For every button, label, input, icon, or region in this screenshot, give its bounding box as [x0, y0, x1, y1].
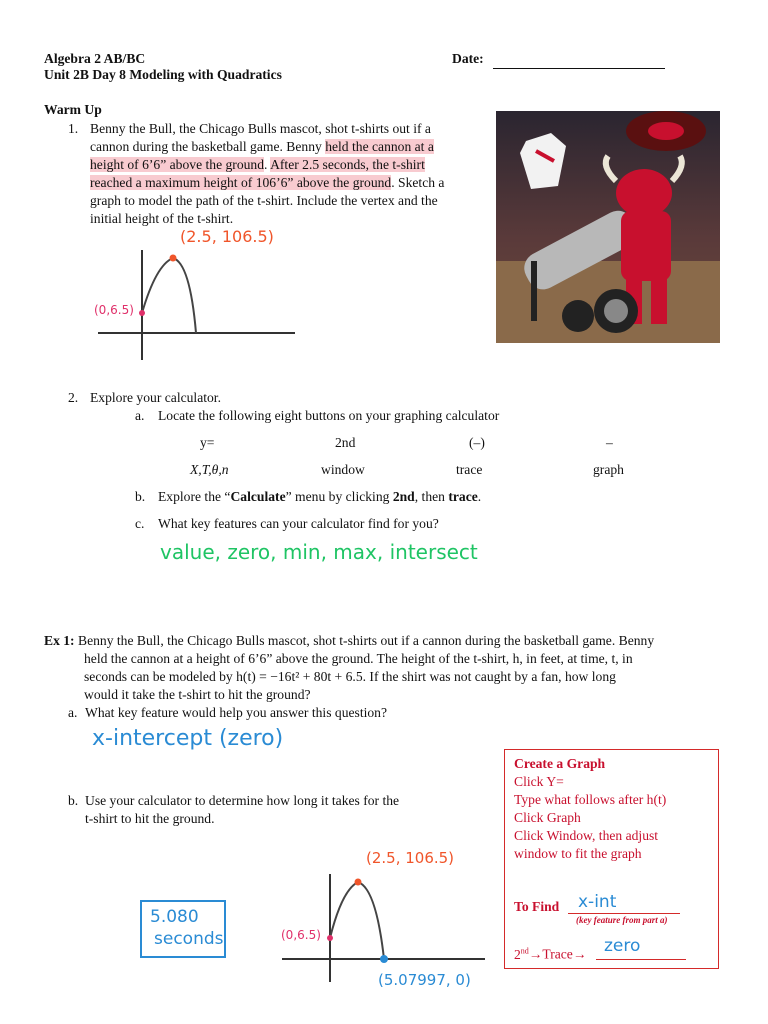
q2c-handwritten-answer: value, zero, min, max, intersect	[160, 540, 478, 564]
button-minus: –	[606, 435, 613, 450]
button-y-equals: y=	[200, 435, 215, 450]
q2c-label: c.	[135, 516, 145, 531]
to-find-note: (key feature from part a)	[576, 915, 668, 925]
q1-parabola	[142, 258, 196, 333]
ex1-text: Ex 1: Benny the Bull, the Chicago Bulls mascot, shot t-shirts out if a cannon during the basketball game. Benny held the cannon at a height of 6’6” above the ground. The height of the t-shirt, h, in feet, at time, t, in seconds can be modeled by h(t) = −16t² + 80t + 6.5. If the shirt was not caught by a fan, how long would it take the t-shirt to hit the ground?	[44, 633, 655, 702]
unit-title: Unit 2B Day 8 Modeling with Quadratics	[44, 67, 282, 82]
mascot-photo	[496, 111, 720, 343]
course-title: Algebra 2 AB/BC	[44, 51, 146, 66]
q1-initial-dot	[139, 310, 145, 316]
to-find-label: To Find	[514, 899, 560, 914]
ex1-initial-note: (0,6.5)	[281, 928, 321, 942]
date-blank	[493, 50, 665, 69]
button-trace: trace	[456, 462, 483, 477]
q2b-text: Explore the “Calculate” menu by clicking 2nd, then trace.	[158, 489, 482, 504]
button-negative: (–)	[469, 435, 485, 450]
ex1a-handwritten-answer: x-intercept (zero)	[92, 726, 284, 751]
trace-label: 2nd→Trace→	[514, 946, 587, 962]
warmup-heading: Warm Up	[44, 102, 102, 117]
step-adjust-window: window to fit the graph	[514, 846, 642, 861]
to-find-answer: x-int	[578, 892, 617, 912]
step-click-y: Click Y=	[514, 774, 564, 789]
q1-sketch-graph	[90, 225, 310, 365]
ex1b-text: Use your calculator to determine how long it takes for the t-shirt to hit the ground.	[85, 793, 400, 826]
ex1-vertex-dot	[355, 879, 362, 886]
ex1b-answer-box: 5.080 seconds	[140, 900, 226, 958]
ex1-zero-note: (5.07997, 0)	[378, 971, 471, 989]
q2a-label: a.	[135, 408, 145, 423]
q1-number: 1.	[68, 121, 79, 136]
create-graph-title: Create a Graph	[514, 756, 606, 771]
ex1-zero-dot	[380, 955, 388, 963]
create-graph-steps	[514, 755, 714, 863]
ex1-vertex-note: (2.5, 106.5)	[366, 849, 455, 867]
button-2nd: 2nd	[335, 435, 356, 450]
ex1-parabola	[330, 882, 384, 959]
q1-vertex-note: (2.5, 106.5)	[180, 227, 274, 246]
ex1a-text: What key feature would help you answer this question?	[85, 705, 387, 720]
step-click-graph: Click Graph	[514, 810, 581, 825]
q1-initial-note: (0,6.5)	[94, 303, 134, 317]
q1-vertex-dot	[170, 255, 177, 262]
button-window: window	[321, 462, 365, 477]
q2b-label: b.	[135, 489, 146, 504]
q2-number: 2.	[68, 390, 79, 405]
ex1-initial-dot	[327, 935, 333, 941]
button-xttn: X,T,θ,n	[190, 462, 229, 477]
trace-answer: zero	[604, 936, 641, 956]
button-graph: graph	[593, 462, 624, 477]
q1-text: Benny the Bull, the Chicago Bulls mascot, shot t-shirts out if a cannon during the basketball game. Benny held the cannon at a height of 6’6” above the ground. After 2.5 seconds, the t-shirt reached a maximum height of 106’6” above the ground. Sketch a graph to model the path of the t-shirt. Include the vertex and the initial height of the t-shirt.	[90, 121, 445, 226]
q2c-text: What key features can your calculator find for you?	[158, 516, 439, 531]
ex1b-label: b.	[68, 793, 79, 808]
date-label: Date:	[452, 50, 665, 69]
q2-text: Explore your calculator.	[90, 390, 221, 405]
ex1a-label: a.	[68, 705, 78, 720]
step-type-function: Type what follows after h(t)	[514, 792, 667, 807]
step-click-window: Click Window, then adjust	[514, 828, 659, 843]
q2a-text: Locate the following eight buttons on your graphing calculator	[158, 408, 500, 423]
